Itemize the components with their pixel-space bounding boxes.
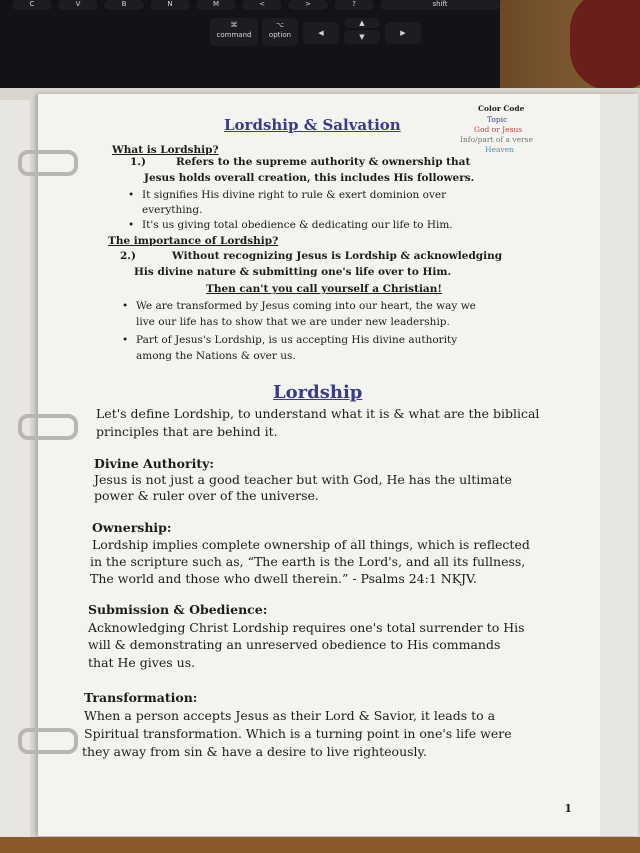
- divine-authority-line1: Jesus is not just a good teacher but with God, He has the ultimate: [94, 472, 512, 487]
- importance-bullet2-b: among the Nations & over us.: [136, 350, 296, 362]
- importance-line1: Without recognizing Jesus is Lordship & acknowledging: [172, 250, 503, 262]
- what-is-line2: Jesus holds overall creation, this includes His followers.: [144, 172, 475, 184]
- transformation-line1: When a person accepts Jesus as their Lord & Savior, it leads to a: [84, 708, 496, 723]
- intro-line1: Let's define Lordship, to understand what it is & what are the biblical: [96, 406, 540, 421]
- key-c[interactable]: C: [12, 0, 52, 10]
- key-arrow-down[interactable]: [344, 30, 380, 44]
- key-n[interactable]: N: [150, 0, 190, 10]
- key-shift[interactable]: shift: [380, 0, 500, 10]
- arrow-down-icon: ▼: [359, 33, 365, 41]
- arrow-left-icon: ◀: [318, 29, 324, 37]
- desk-edge: [0, 837, 640, 853]
- ownership-line2: in the scripture such as, “The earth is the Lord's, and all its fullness,: [90, 554, 526, 569]
- importance-heading: The importance of Lordship?: [108, 235, 279, 247]
- intro-line2: principles that are behind it.: [96, 424, 278, 439]
- page-title: Lordship & Salvation: [224, 116, 401, 134]
- key-arrow-up[interactable]: [344, 18, 380, 28]
- laptop-keyboard: [0, 0, 520, 98]
- command-icon: ⌘: [230, 21, 238, 29]
- ownership-line3: The world and those who dwell therein.” - Psalms 24:1 NKJV.: [90, 571, 477, 586]
- color-code-topic: Topic: [487, 115, 508, 124]
- red-knit-fabric: [570, 0, 640, 90]
- submission-heading: Submission & Obedience:: [88, 602, 268, 617]
- point-number-1: 1.): [130, 156, 146, 168]
- importance-bullet2-a: • Part of Jesus's Lordship, is us accepting His divine authority: [136, 334, 457, 346]
- ownership-heading: Ownership:: [92, 520, 172, 535]
- submission-line2: will & demonstrating an unreserved obedience to His commands: [88, 637, 501, 652]
- arrow-right-icon: ▶: [400, 29, 406, 37]
- transformation-line3: they away from sin & have a desire to live righteously.: [82, 744, 427, 759]
- arrow-up-icon: ▲: [359, 19, 365, 27]
- divine-authority-line2: power & ruler over of the universe.: [94, 488, 319, 503]
- binder-ring-middle: [18, 414, 78, 440]
- what-is-bullet1-a: • It signifies His divine right to rule & exert dominion over: [142, 189, 446, 201]
- point-number-2: 2.): [120, 250, 136, 262]
- key-arrow-right[interactable]: [385, 22, 421, 44]
- option-icon: ⌥: [275, 21, 285, 29]
- page-number: 1: [564, 802, 572, 815]
- key-v[interactable]: V: [58, 0, 98, 10]
- ownership-line1: Lordship implies complete ownership of all things, which is reflected: [92, 537, 530, 552]
- divine-authority-heading: Divine Authority:: [94, 456, 214, 471]
- transformation-line2: Spiritual transformation. Which is a turning point in one's life were: [84, 726, 512, 741]
- importance-line3: Then can't you call yourself a Christian!: [206, 283, 442, 295]
- key-option[interactable]: ⌥ option: [262, 18, 298, 46]
- key-b[interactable]: B: [104, 0, 144, 10]
- binder-ring-top: [18, 150, 78, 176]
- what-is-line1: Refers to the supreme authority & ownership that: [176, 156, 471, 168]
- binder-ring-bottom: [18, 728, 78, 754]
- what-is-bullet1-b: everything.: [142, 204, 203, 216]
- importance-bullet1-a: • We are transformed by Jesus coming into our heart, the way we: [136, 300, 476, 312]
- submission-line3: that He gives us.: [88, 655, 196, 670]
- what-is-heading: What is Lordship?: [112, 144, 219, 156]
- submission-line1: Acknowledging Christ Lordship requires one's total surrender to His: [88, 620, 525, 635]
- key-arrow-left[interactable]: [303, 22, 339, 44]
- transformation-heading: Transformation:: [84, 690, 198, 705]
- color-code-heaven: Heaven: [485, 145, 514, 154]
- key-greater-than[interactable]: >: [288, 0, 328, 10]
- page-stack-edge: [600, 94, 638, 836]
- key-question[interactable]: ?: [334, 0, 374, 10]
- key-less-than[interactable]: <: [242, 0, 282, 10]
- color-code-god: God or Jesus: [474, 125, 523, 134]
- what-is-bullet2: • It's us giving total obedience & dedicating our life to Him.: [142, 219, 453, 231]
- importance-line2: His divine nature & submitting one's life over to Him.: [134, 266, 452, 278]
- color-code-info: Info/part of a verse: [460, 135, 533, 144]
- importance-bullet1-b: live our life has to show that we are under new leadership.: [136, 316, 450, 328]
- color-code-heading: Color Code: [478, 104, 525, 113]
- key-command[interactable]: ⌘ command: [210, 18, 258, 46]
- notebook-page: [38, 94, 638, 836]
- key-m[interactable]: M: [196, 0, 236, 10]
- lordship-heading: Lordship: [273, 382, 363, 403]
